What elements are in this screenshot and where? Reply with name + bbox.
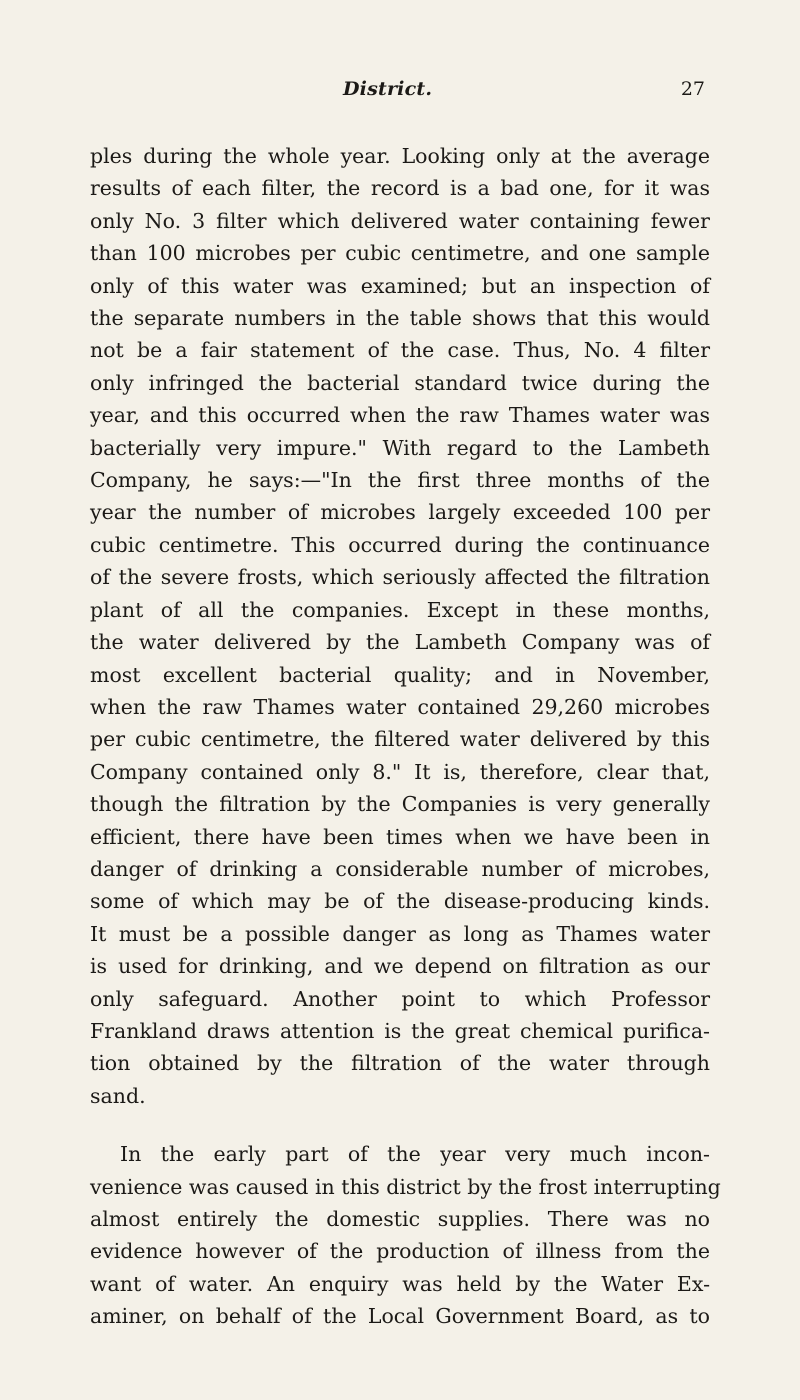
body-text: [90, 140, 721, 1333]
paragraph-1: [90, 140, 710, 1112]
text-line: year, and this occurred when the raw Thames water was: [90, 403, 710, 428]
text-line: It must be a possible danger as long as Thames water: [90, 921, 710, 946]
text-line: not be a fair statement of the case. Thus, No. 4 filter: [90, 338, 710, 363]
text-line: cubic centimetre. This occurred during the continuance: [90, 532, 710, 557]
paragraph-2: [90, 1138, 721, 1332]
text-line: the water delivered by the Lambeth Company was of: [90, 630, 710, 655]
text-line: year the number of microbes largely exceeded 100 per: [90, 500, 710, 525]
text-line: when the raw Thames water contained 29,260 microbes: [90, 694, 710, 719]
text-line: tion obtained by the filtration of the water through: [90, 1051, 710, 1076]
text-line: only No. 3 filter which delivered water containing fewer: [90, 208, 710, 233]
text-line: per cubic centimetre, the filtered water delivered by this: [90, 727, 710, 752]
text-line: the separate numbers in the table shows that this would: [90, 306, 710, 331]
text-line: Company contained only 8." It is, therefore, clear that,: [90, 759, 710, 784]
text-line: ples during the whole year. Looking only at the average: [90, 144, 710, 168]
text-line: Company, he says:—"In the first three months of the: [90, 468, 710, 493]
text-line: though the filtration by the Companies is very generally: [90, 792, 710, 817]
text-line: only of this water was examined; but an inspection of: [90, 273, 710, 298]
text-line: is used for drinking, and we depend on filtration as our: [90, 954, 710, 979]
text-line: sand.: [90, 1083, 146, 1108]
text-line: plant of all the companies. Except in these months,: [90, 597, 710, 622]
text-line: almost entirely the domestic supplies. There was no: [90, 1207, 710, 1231]
text-line: some of which may be of the disease-producing kinds.: [90, 889, 710, 914]
text-line: only safeguard. Another point to which Professor: [90, 986, 710, 1011]
text-line: Frankland draws attention is the great chemical purifica-: [90, 1018, 710, 1043]
text-line: bacterially very impure." With regard to the Lambeth: [90, 435, 710, 460]
text-line: than 100 microbes per cubic centimetre, and one sample: [90, 241, 710, 266]
text-line: of the severe frosts, which seriously affected the filtration: [90, 565, 710, 590]
running-head: District.: [343, 78, 433, 100]
page-number: 27: [680, 78, 705, 100]
text-line: efficient, there have been times when we have been in: [90, 824, 710, 849]
text-line: want of water. An enquiry was held by the Water Ex-: [90, 1271, 710, 1296]
text-line: evidence however of the production of illness from the: [90, 1239, 710, 1264]
text-line: most excellent bacterial quality; and in November,: [90, 662, 710, 687]
text-line: venience was caused in this district by the frost interrupting: [90, 1174, 721, 1199]
text-line: aminer, on behalf of the Local Government Board, as to: [90, 1304, 710, 1329]
page-header: [0, 78, 800, 108]
text-line: In the early part of the year very much incon-: [120, 1142, 710, 1167]
text-line: results of each filter, the record is a bad one, for it was: [90, 176, 710, 201]
text-line: only infringed the bacterial standard twice during the: [90, 370, 710, 395]
text-line: danger of drinking a considerable number of microbes,: [90, 856, 710, 881]
